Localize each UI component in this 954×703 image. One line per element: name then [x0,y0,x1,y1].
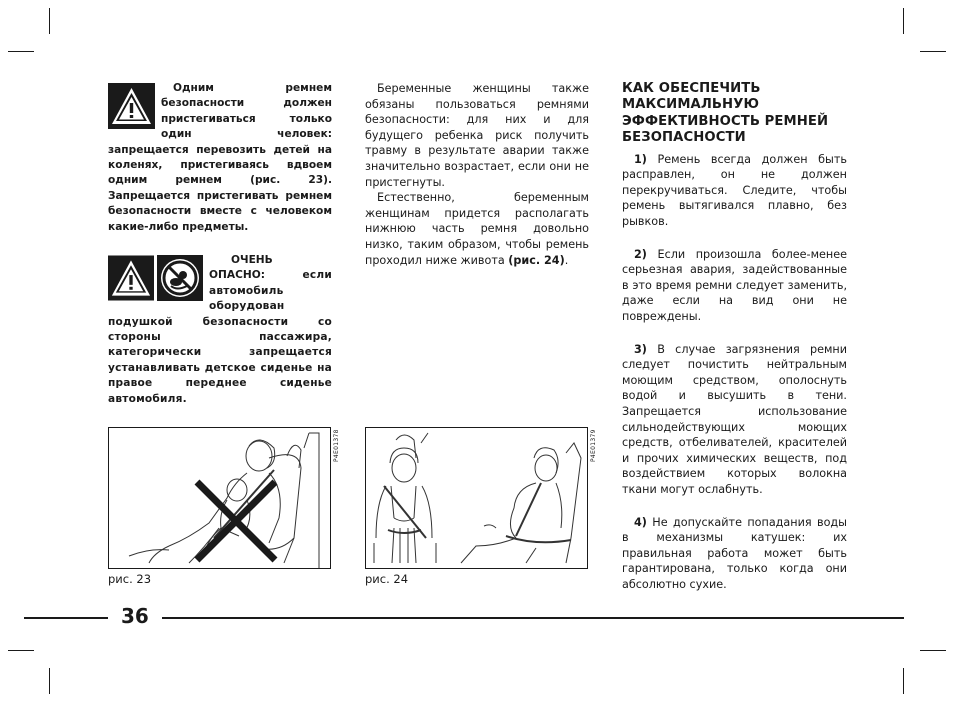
warning-text: Одним ремнем безопасности должен пристегиваться только один человек: запрещается перевозить детей на коленях, пристегиваясь вдвоем одним ремнем (рис. 23). Запрещается пристегивать ремнем безопасности вместе с человеком какие-либо предметы. [108,82,332,233]
crop-mark [8,51,34,52]
list-item [622,515,847,593]
column-belt-effectiveness [622,81,847,609]
figure-caption: рис. 23 [108,572,152,586]
warning-triangle-icon [108,255,154,305]
warning-icons [108,255,204,301]
warning-block-airbag-child-seat [108,253,332,407]
figure-child-on-lap [108,427,331,569]
crop-mark [920,650,946,651]
paragraph: Беременные женщины также обязаны пользоваться ремнями безопасности: для них и для будущего ребенка риск получить травму в результате аварии также значительно возрастает, если они не пристегнуты. [365,82,589,189]
column-pregnant-women [365,81,589,268]
crop-mark [8,650,34,651]
item-number: 1) [634,152,647,166]
list-item [622,152,847,230]
footer-rule-left [24,617,108,619]
page-number: 36 [121,604,149,628]
figure-caption: рис. 24 [365,572,409,586]
list-item [622,342,847,498]
list-item [622,247,847,325]
figure-code: P4E01379 [590,429,597,462]
item-text: Не допускайте попадания воды в механизмы катушек: их правильная работа может быть гарантирована, только когда они абсолютно сухие. [622,515,847,591]
section-heading: КАК ОБЕСПЕЧИТЬ МАКСИМАЛЬНУЮ ЭФФЕКТИВНОСТЬ РЕМНЕЙ БЕЗОПАСНОСТИ [622,81,829,146]
warning-title: ОЧЕНЬ ОПАСНО [209,254,273,282]
figure-code: P4E01378 [333,429,340,462]
figure-pregnant-woman-belt [365,427,588,569]
item-text: Если произошла более-менее серьезная авария, задействованные в это время ремни следует заменить, даже если на вид они не повреждены. [622,247,847,323]
crop-mark [49,8,50,34]
item-number: 4) [634,515,647,529]
crop-mark [903,8,904,34]
crop-mark [920,51,946,52]
crop-mark [903,668,904,694]
no-child-seat-airbag-icon [157,255,203,305]
item-text: В случае загрязнения ремни следует почистить нейтральным моющим средством, ополоснуть водой и высушить в тени. Запрещается использование сильнодействующих моющих средств, отбеливателей, красителей и прочих химических веществ, под воздействием которых волокна ткани могут ослабнуть. [622,342,847,496]
warning-block-one-person-belt [108,81,332,235]
paragraph-text: Естественно, беременным женщинам придется располагать нижнюю часть ремня довольно низко, таким образом, чтобы ремень проходил ниже живота [365,191,589,267]
warning-triangle-icon [108,83,155,129]
figure-reference: (рис. 24) [508,253,565,267]
item-number: 2) [634,247,647,261]
warning-body: : если автомобиль оборудован подушкой безопасности со стороны пассажира, категорически запрещается устанавливать детское сиденье на правое переднее сиденье автомобиля. [108,269,332,405]
paragraph [365,190,589,268]
illustration-pregnant-woman [366,428,587,568]
footer-rule-right [162,617,904,619]
item-text: Ремень всегда должен быть расправлен, он не должен перекручиваться. Следите, чтобы ремень вытягивался плавно, без рывков. [622,152,847,228]
item-number: 3) [634,342,647,356]
illustration-child-on-lap [109,428,330,568]
paragraph-text: . [564,253,569,267]
crop-mark [49,668,50,694]
